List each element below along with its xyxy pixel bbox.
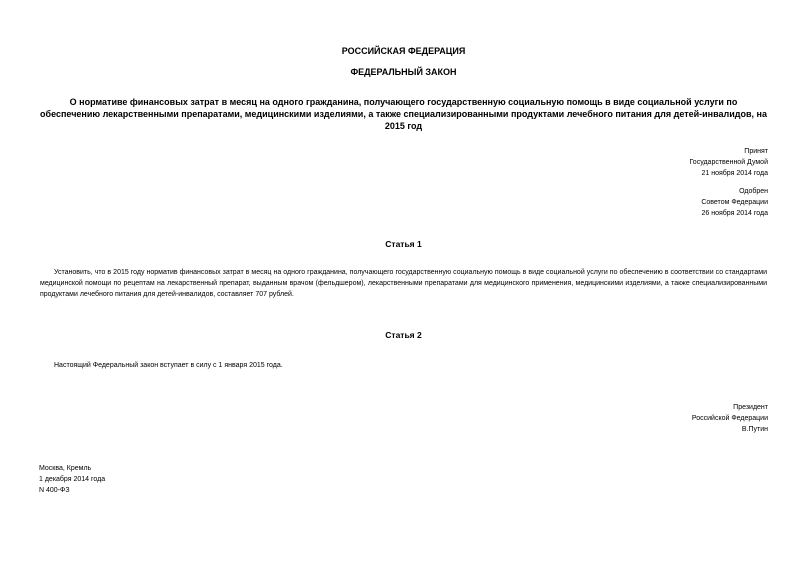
approved-date: 26 ноября 2014 года <box>701 210 768 217</box>
doc-type-heading: ФЕДЕРАЛЬНЫЙ ЗАКОН <box>350 67 457 77</box>
approval-council-block <box>701 186 768 219</box>
document-title: О нормативе финансовых затрат в месяц на одного гражданина, получающего государственную социальную помощь в виде социальной услуги по обеспечению лекарственными препаратами, медицинскими изделиями, а также специализированными продуктами лечебного питания для детей-инвалидов, на 2015 год <box>40 97 767 131</box>
accepted-label: Принят <box>744 148 768 155</box>
signature-name: В.Путин <box>741 426 768 433</box>
footer-block <box>39 463 105 496</box>
approved-label: Одобрен <box>739 188 768 195</box>
accepted-by: Государственной Думой <box>689 159 768 166</box>
approved-by: Советом Федерации <box>701 199 768 206</box>
footer-date: 1 декабря 2014 года <box>39 476 106 483</box>
article-1-text: Установить, что в 2015 году норматив финансовых затрат в месяц на одного гражданина, получающего государственную социальную помощь в виде социальной услуги по обеспечению в соответствии со стандартами медицинской помощи по рецептам на лекарственный препарат, выданным врачом (фельдшером), лекарственными препаратами для медицинского применения, медицинскими изделиями, а также специализированными продуктами лечебного питания для детей-инвалидов, составляет 707 рублей. <box>40 269 767 298</box>
signature-block <box>692 402 768 435</box>
signature-organization: Российской Федерации <box>691 415 768 422</box>
article-2-heading: Статья 2 <box>385 330 422 340</box>
adoption-duma-block <box>689 146 768 179</box>
accepted-date: 21 ноября 2014 года <box>701 170 768 177</box>
country-heading: РОССИЙСКАЯ ФЕДЕРАЦИЯ <box>341 46 466 56</box>
article-2-text: Настоящий Федеральный закон вступает в силу с 1 января 2015 года. <box>54 362 283 369</box>
footer-number: N 400-ФЗ <box>39 487 70 494</box>
article-1-heading: Статья 1 <box>385 239 422 249</box>
signature-position: Президент <box>733 404 768 411</box>
footer-place: Москва, Кремль <box>39 465 92 472</box>
